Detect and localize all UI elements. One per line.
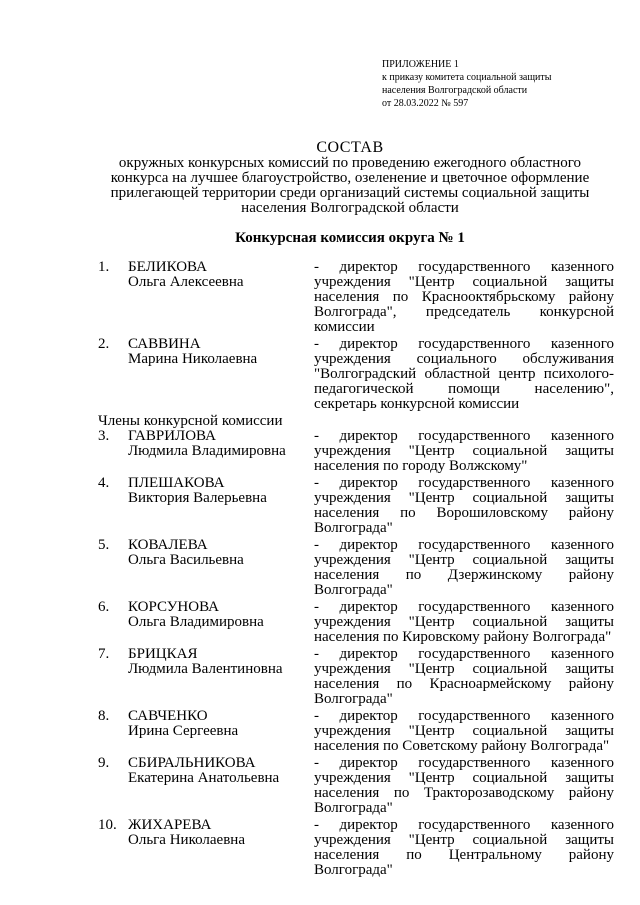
member-position: - директор государственного казенного учреждения "Центр социальной защиты населения по Советскому району Волгограда": [314, 708, 614, 754]
title-line-2: конкурса на лучшее благоустройство, озеленение и цветочное оформление: [110, 170, 590, 186]
appendix-line-3: населения Волгоградской области: [382, 85, 528, 96]
member-position: - директор государственного казенного учреждения "Центр социальной защиты населения по Краснооктябрьскому району Волгограда", председатель конкурсной комиссии: [314, 259, 614, 335]
member-surname: САВЧЕНКО: [128, 708, 208, 724]
member-given-name: Людмила Валентиновна: [128, 661, 283, 677]
member-surname: ПЛЕШАКОВА: [128, 475, 225, 491]
members-section-label: Члены конкурсной комиссии: [98, 413, 283, 429]
member-row: [98, 538, 618, 598]
member-given-name: Виктория Валерьевна: [128, 490, 267, 506]
member-given-name: Ольга Владимировна: [128, 614, 264, 630]
appendix-line-4: от 28.03.2022 № 597: [382, 98, 469, 109]
member-name: [128, 756, 314, 816]
member-surname: БРИЦКАЯ: [128, 646, 198, 662]
appendix-line-2: к приказу комитета социальной защиты: [382, 72, 552, 83]
member-name: [128, 260, 314, 335]
member-position: - директор государственного казенного учреждения социального обслуживания "Волгоградский областной центр психолого-педагогической помощи населению", секретарь конкурсной комиссии: [314, 336, 614, 412]
member-row: [98, 429, 618, 474]
title-line-1: окружных конкурсных комиссий по проведению ежегодного областного: [118, 155, 582, 171]
member-row: [98, 337, 618, 412]
member-given-name: Екатерина Анатольевна: [128, 770, 280, 786]
member-number: 3.: [98, 428, 110, 444]
member-name: [128, 429, 314, 474]
title-line-4: населения Волгоградской области: [241, 200, 459, 216]
member-position: - директор государственного казенного учреждения "Центр социальной защиты населения по Дзержинскому району Волгограда": [314, 537, 614, 598]
member-number: 7.: [98, 646, 110, 662]
document-title-block: [60, 140, 640, 216]
member-row: [98, 600, 618, 645]
member-surname: КОВАЛЕВА: [128, 537, 208, 553]
member-given-name: Людмила Владимировна: [128, 443, 286, 459]
member-row: [98, 818, 618, 878]
member-number: 5.: [98, 537, 110, 553]
member-surname: КОРСУНОВА: [128, 599, 219, 615]
member-name: [128, 538, 314, 598]
member-number: 6.: [98, 599, 110, 615]
member-row: [98, 756, 618, 816]
member-name: [128, 818, 314, 878]
member-number: 1.: [98, 259, 110, 275]
document-heading: СОСТАВ: [316, 139, 384, 156]
member-name: [128, 709, 314, 754]
member-name: [128, 476, 314, 536]
member-given-name: Марина Николаевна: [128, 351, 258, 367]
member-number: 4.: [98, 475, 110, 491]
member-name: [128, 337, 314, 412]
member-given-name: Ольга Васильевна: [128, 552, 244, 568]
member-row: [98, 709, 618, 754]
member-number: 9.: [98, 755, 110, 771]
member-position: - директор государственного казенного учреждения "Центр социальной защиты населения по городу Волжскому": [314, 428, 614, 474]
member-row: [98, 476, 618, 536]
member-position: - директор государственного казенного учреждения "Центр социальной защиты населения по Ворошиловскому району Волгограда": [314, 475, 614, 536]
member-row: [98, 647, 618, 707]
appendix-line-1: ПРИЛОЖЕНИЕ 1: [382, 59, 459, 70]
member-position: - директор государственного казенного учреждения "Центр социальной защиты населения по Тракторозаводскому району Волгограда": [314, 755, 614, 816]
title-line-3: прилегающей территории среди организаций системы социальной защиты: [110, 185, 590, 201]
member-surname: ГАВРИЛОВА: [128, 428, 216, 444]
member-given-name: Ирина Сергеевна: [128, 723, 239, 739]
member-number: 10.: [98, 817, 117, 833]
member-surname: БЕЛИКОВА: [128, 259, 207, 275]
member-number: 8.: [98, 708, 110, 724]
member-position: - директор государственного казенного учреждения "Центр социальной защиты населения по Красноармейскому району Волгограда": [314, 646, 614, 707]
member-surname: ЖИХАРЕВА: [128, 817, 212, 833]
member-position: - директор государственного казенного учреждения "Центр социальной защиты населения по Кировскому району Волгограда": [314, 599, 614, 645]
member-surname: СБИРАЛЬНИКОВА: [128, 755, 256, 771]
member-name: [128, 600, 314, 645]
member-name: [128, 647, 314, 707]
member-given-name: Ольга Николаевна: [128, 832, 245, 848]
appendix-note: [382, 58, 551, 110]
commission-title: Конкурсная комиссия округа № 1: [235, 230, 465, 246]
member-number: 2.: [98, 336, 110, 352]
member-given-name: Ольга Алексеевна: [128, 274, 244, 290]
member-surname: САВВИНА: [128, 336, 201, 352]
members-list: [98, 260, 618, 880]
member-row: [98, 260, 618, 335]
member-position: - директор государственного казенного учреждения "Центр социальной защиты населения по Центральному району Волгограда": [314, 817, 614, 878]
